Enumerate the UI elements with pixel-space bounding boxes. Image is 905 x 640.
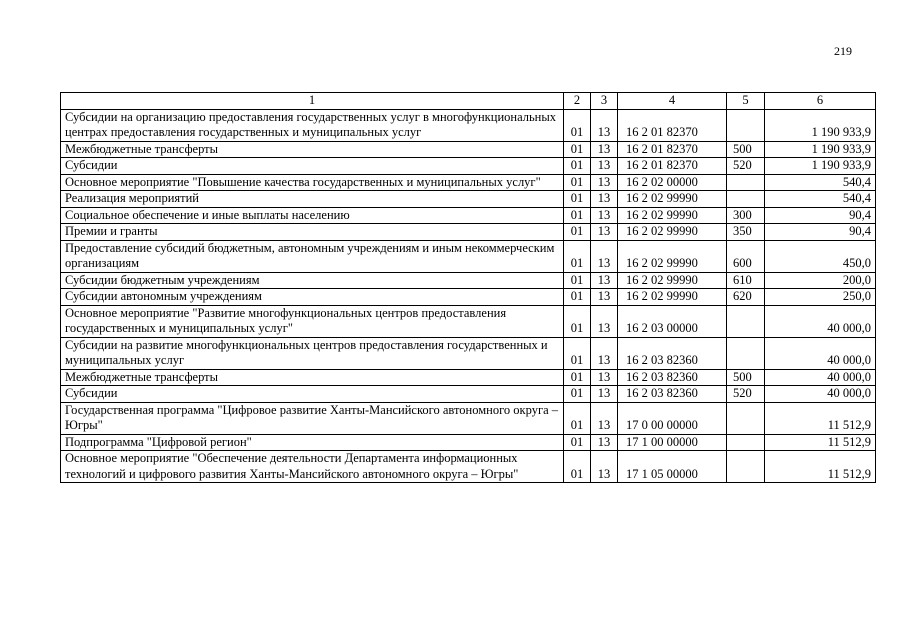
table-row <box>61 337 876 369</box>
cell-target-article: 17 1 00 00000 <box>618 434 727 451</box>
cell-subsection: 13 <box>591 109 618 141</box>
cell-name: Основное мероприятие "Развитие многофункциональных центров предоставления государственных и муниципальных услуг" <box>61 305 564 337</box>
cell-amount: 40 000,0 <box>765 369 876 386</box>
cell-subsection: 13 <box>591 158 618 175</box>
column-header-4: 4 <box>618 93 727 110</box>
cell-name: Реализация мероприятий <box>61 191 564 208</box>
cell-target-article: 16 2 02 99990 <box>618 224 727 241</box>
cell-section: 01 <box>564 337 591 369</box>
cell-name: Премии и гранты <box>61 224 564 241</box>
cell-subsection: 13 <box>591 434 618 451</box>
page-number: 219 <box>834 44 852 58</box>
cell-target-article: 16 2 03 82360 <box>618 369 727 386</box>
cell-expense-type: 500 <box>727 141 765 158</box>
table-row <box>61 141 876 158</box>
cell-target-article: 16 2 02 99990 <box>618 191 727 208</box>
cell-name: Основное мероприятие "Обеспечение деятельности Департамента информационных технологий и цифрового развития Ханты-Мансийского автономного округа – Югры" <box>61 451 564 483</box>
cell-name: Предоставление субсидий бюджетным, автономным учреждениям и иным некоммерческим организациям <box>61 240 564 272</box>
table-row <box>61 369 876 386</box>
cell-amount: 1 190 933,9 <box>765 109 876 141</box>
table-row <box>61 109 876 141</box>
cell-name: Субсидии на организацию предоставления государственных услуг в многофункциональных центрах предоставления государственных и муниципальных услуг <box>61 109 564 141</box>
cell-section: 01 <box>564 272 591 289</box>
cell-expense-type: 300 <box>727 207 765 224</box>
cell-name: Субсидии <box>61 158 564 175</box>
cell-name: Основное мероприятие "Повышение качества государственных и муниципальных услуг" <box>61 174 564 191</box>
cell-expense-type <box>727 337 765 369</box>
cell-section: 01 <box>564 402 591 434</box>
cell-target-article: 16 2 01 82370 <box>618 109 727 141</box>
cell-section: 01 <box>564 158 591 175</box>
cell-subsection: 13 <box>591 141 618 158</box>
cell-subsection: 13 <box>591 207 618 224</box>
column-header-2: 2 <box>564 93 591 110</box>
cell-amount: 40 000,0 <box>765 337 876 369</box>
cell-amount: 540,4 <box>765 174 876 191</box>
cell-name: Субсидии бюджетным учреждениям <box>61 272 564 289</box>
table-row <box>61 272 876 289</box>
cell-target-article: 16 2 03 82360 <box>618 386 727 403</box>
cell-target-article: 16 2 01 82370 <box>618 141 727 158</box>
cell-expense-type: 610 <box>727 272 765 289</box>
cell-name: Субсидии <box>61 386 564 403</box>
cell-section: 01 <box>564 369 591 386</box>
cell-amount: 450,0 <box>765 240 876 272</box>
cell-amount: 90,4 <box>765 224 876 241</box>
table-row <box>61 451 876 483</box>
table-row <box>61 158 876 175</box>
table-row <box>61 224 876 241</box>
table-row <box>61 386 876 403</box>
cell-target-article: 16 2 02 99990 <box>618 207 727 224</box>
cell-amount: 250,0 <box>765 289 876 306</box>
cell-subsection: 13 <box>591 337 618 369</box>
cell-amount: 1 190 933,9 <box>765 158 876 175</box>
cell-name: Субсидии автономным учреждениям <box>61 289 564 306</box>
cell-target-article: 17 1 05 00000 <box>618 451 727 483</box>
cell-name: Межбюджетные трансферты <box>61 369 564 386</box>
cell-expense-type <box>727 305 765 337</box>
cell-section: 01 <box>564 191 591 208</box>
cell-amount: 11 512,9 <box>765 434 876 451</box>
cell-section: 01 <box>564 240 591 272</box>
cell-subsection: 13 <box>591 174 618 191</box>
table-row <box>61 174 876 191</box>
cell-name: Социальное обеспечение и иные выплаты населению <box>61 207 564 224</box>
cell-name: Субсидии на развитие многофункциональных центров предоставления государственных и муниципальных услуг <box>61 337 564 369</box>
column-header-3: 3 <box>591 93 618 110</box>
cell-name: Подпрограмма "Цифровой регион" <box>61 434 564 451</box>
cell-section: 01 <box>564 224 591 241</box>
cell-expense-type: 620 <box>727 289 765 306</box>
cell-subsection: 13 <box>591 386 618 403</box>
cell-section: 01 <box>564 434 591 451</box>
cell-amount: 40 000,0 <box>765 305 876 337</box>
cell-subsection: 13 <box>591 402 618 434</box>
cell-subsection: 13 <box>591 272 618 289</box>
cell-expense-type: 520 <box>727 158 765 175</box>
cell-section: 01 <box>564 305 591 337</box>
cell-target-article: 17 0 00 00000 <box>618 402 727 434</box>
budget-table <box>60 92 876 483</box>
cell-target-article: 16 2 02 99990 <box>618 240 727 272</box>
cell-amount: 540,4 <box>765 191 876 208</box>
cell-amount: 1 190 933,9 <box>765 141 876 158</box>
cell-subsection: 13 <box>591 224 618 241</box>
cell-amount: 11 512,9 <box>765 451 876 483</box>
cell-expense-type: 520 <box>727 386 765 403</box>
table-body <box>61 109 876 483</box>
column-header-1: 1 <box>61 93 564 110</box>
cell-subsection: 13 <box>591 451 618 483</box>
cell-section: 01 <box>564 207 591 224</box>
cell-target-article: 16 2 01 82370 <box>618 158 727 175</box>
cell-amount: 90,4 <box>765 207 876 224</box>
table-row <box>61 289 876 306</box>
cell-amount: 200,0 <box>765 272 876 289</box>
cell-section: 01 <box>564 109 591 141</box>
table-row <box>61 207 876 224</box>
cell-name: Государственная программа "Цифровое развитие Ханты-Мансийского автономного округа – Югры" <box>61 402 564 434</box>
cell-subsection: 13 <box>591 191 618 208</box>
table-row <box>61 305 876 337</box>
column-header-6: 6 <box>765 93 876 110</box>
table-header-row <box>61 93 876 110</box>
cell-target-article: 16 2 02 00000 <box>618 174 727 191</box>
cell-subsection: 13 <box>591 240 618 272</box>
cell-section: 01 <box>564 386 591 403</box>
table-row <box>61 191 876 208</box>
cell-subsection: 13 <box>591 289 618 306</box>
cell-expense-type <box>727 174 765 191</box>
cell-target-article: 16 2 02 99990 <box>618 289 727 306</box>
cell-expense-type: 500 <box>727 369 765 386</box>
cell-name: Межбюджетные трансферты <box>61 141 564 158</box>
cell-expense-type <box>727 402 765 434</box>
cell-section: 01 <box>564 174 591 191</box>
cell-expense-type: 600 <box>727 240 765 272</box>
cell-amount: 40 000,0 <box>765 386 876 403</box>
cell-expense-type: 350 <box>727 224 765 241</box>
cell-expense-type <box>727 451 765 483</box>
cell-section: 01 <box>564 141 591 158</box>
cell-expense-type <box>727 434 765 451</box>
table-row <box>61 434 876 451</box>
cell-subsection: 13 <box>591 305 618 337</box>
cell-section: 01 <box>564 451 591 483</box>
table-row <box>61 240 876 272</box>
cell-target-article: 16 2 02 99990 <box>618 272 727 289</box>
table-row <box>61 402 876 434</box>
column-header-5: 5 <box>727 93 765 110</box>
cell-subsection: 13 <box>591 369 618 386</box>
cell-section: 01 <box>564 289 591 306</box>
cell-expense-type <box>727 191 765 208</box>
cell-expense-type <box>727 109 765 141</box>
cell-amount: 11 512,9 <box>765 402 876 434</box>
cell-target-article: 16 2 03 00000 <box>618 305 727 337</box>
cell-target-article: 16 2 03 82360 <box>618 337 727 369</box>
